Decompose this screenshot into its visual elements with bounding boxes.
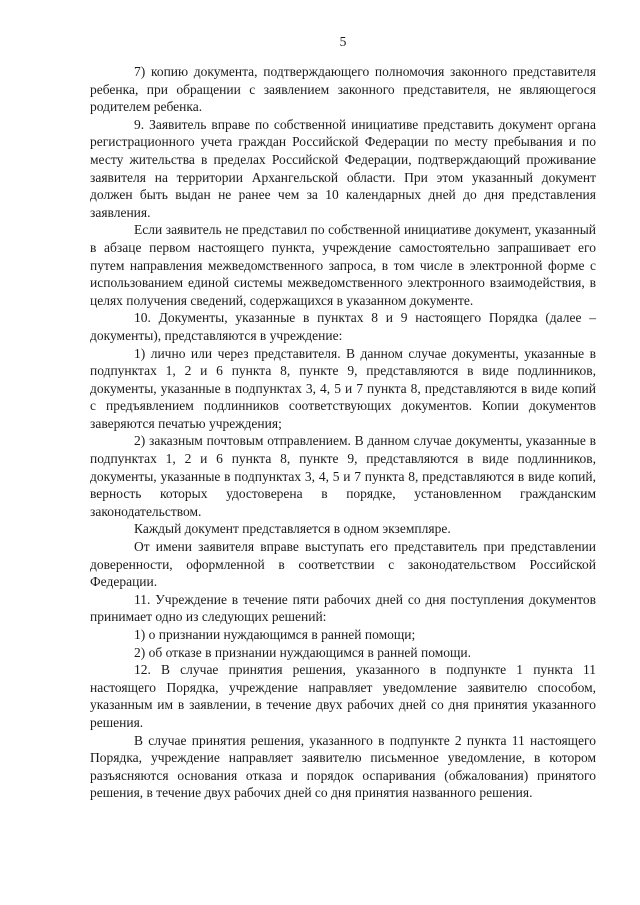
- paragraph-interagency-request: Если заявитель не представил по собственной инициативе документ, указанный в абзаце первом настоящего пункта, учреждение самостоятельно запрашивает его путем направления межведомственного запроса, в том числе в электронной форме с использованием единой системы межведомственного электронного взаимодействия, в целях получения сведений, содержащихся в указанном документе.: [90, 222, 596, 308]
- paragraph-submission-in-person: 1) лично или через представителя. В данном случае документы, указанные в подпунктах 1, 2 и 6 пункта 8, пункте 9, представляются в виде подлинников, документы, указанные в подпунктах 3, 4, 5 и 7 пункта 8, представляются в виде копий с предъявлением подлинников соответствующих документов. Копии документов заверяются печатью учреждения;: [90, 345, 596, 431]
- paragraph-refusal-notification: В случае принятия решения, указанного в подпункте 2 пункта 11 настоящего Порядка, учреждение направляет заявителю письменное уведомление, в котором разъясняются основания отказа и порядок оспаривания (обжалования) принятого решения, в течение двух рабочих дней со дня принятия названного решения.: [90, 732, 596, 801]
- paragraph-submission-by-mail: 2) заказным почтовым отправлением. В данном случае документы, указанные в подпунктах 1, 2 и 6 пункта 8, пункте 9, представляются в виде подлинников, документы, указанные в подпунктах 3, 4, 5 и 7 пункта 8, представляются в виде копий, верность которых удостоверена в порядке, установленном гражданским законодательством.: [90, 433, 596, 519]
- document-page: [90, 0, 596, 905]
- document-body: [90, 63, 596, 802]
- paragraph-section-9: 9. Заявитель вправе по собственной инициативе представить документ органа регистрационного учета граждан Российской Федерации по месту пребывания и по месту жительства в пределах Российской Федерации, подтверждающий проживание заявителя на территории Архангельской области. При этом указанный документ должен быть выдан не ранее чем за 10 календарных дней до дня представления заявления.: [90, 116, 596, 220]
- paragraph-section-10: 10. Документы, указанные в пунктах 8 и 9 настоящего Порядка (далее – документы), представляются в учреждение:: [90, 310, 596, 343]
- paragraph-representative: От имени заявителя вправе выступать его представитель при представлении доверенности, оформленной в соответствии с законодательством Российской Федерации.: [90, 539, 596, 590]
- paragraph-item-7-proxy-copy: 7) копию документа, подтверждающего полномочия законного представителя ребенка, при обращении с заявлением законного представителя, не являющегося родителем ребенка.: [90, 64, 596, 115]
- paragraph-single-copy: Каждый документ представляется в одном экземпляре.: [134, 521, 451, 537]
- page-number: 5: [339, 34, 347, 49]
- paragraph-decision-refusal: 2) об отказе в признании нуждающимся в ранней помощи.: [134, 644, 472, 660]
- paragraph-section-12: 12. В случае принятия решения, указанного в подпункте 1 пункта 11 настоящего Порядка, учреждение направляет уведомление заявителю способом, указанным им в заявлении, в течение двух рабочих дней со дня принятия указанного решения.: [90, 662, 596, 730]
- paragraph-section-11: 11. Учреждение в течение пяти рабочих дней со дня поступления документов принимает одно из следующих решений:: [90, 591, 596, 625]
- paragraph-decision-recognition: 1) о признании нуждающимся в ранней помощи;: [134, 627, 416, 642]
